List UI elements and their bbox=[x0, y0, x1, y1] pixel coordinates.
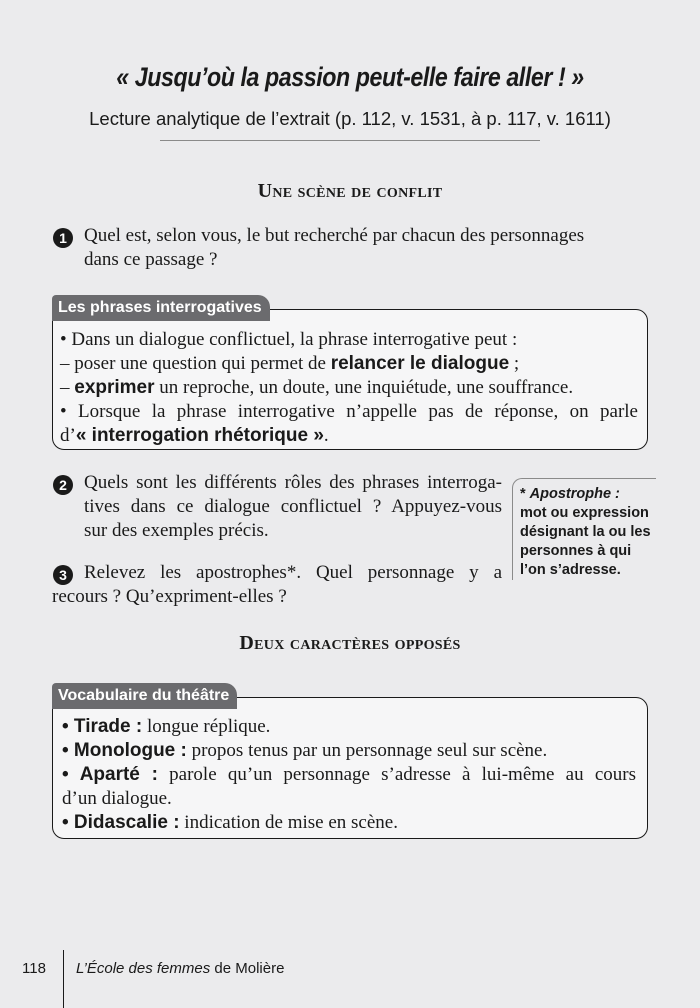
section-heading-conflit: Une scène de conflit bbox=[257, 180, 443, 202]
vocab-item-didascalie bbox=[62, 811, 636, 835]
grammar-line-3-post: un reproche, un doute, une inquiétude, une souffrance. bbox=[154, 377, 574, 398]
question-2-line-1: Quels sont les différents rôles des phrases interroga- bbox=[84, 472, 502, 493]
grammar-line-2-bold: relancer le dialogue bbox=[330, 353, 510, 374]
question-2-line-3: sur des exemples précis. bbox=[84, 520, 269, 541]
question-1-line-2: dans ce passage ? bbox=[84, 249, 218, 270]
note-term: Apostrophe : bbox=[529, 486, 620, 502]
vocab-def-monologue: propos tenus par un personnage seul sur scène. bbox=[186, 740, 548, 761]
page-title: « Jusqu’où la passion peut-elle faire aller ! » bbox=[116, 62, 584, 92]
book-title bbox=[76, 960, 284, 977]
question-3-line-1: Relevez les apostrophes*. Quel personnage y a bbox=[84, 562, 502, 583]
book-title-italic: L’École des femmes bbox=[76, 960, 211, 977]
vocab-item-aparte-cont: d’un dialogue. bbox=[62, 788, 172, 809]
vocab-item-aparte bbox=[62, 763, 636, 787]
vocab-item-tirade bbox=[62, 715, 636, 739]
question-number-2: 2 bbox=[53, 475, 73, 495]
note-term-line bbox=[520, 485, 656, 504]
note-line-1: mot ou expression bbox=[520, 505, 649, 521]
vocab-item-monologue bbox=[62, 739, 636, 763]
page-subtitle: Lecture analytique de l’extrait (p. 112, v. 1531, à p. 117, v. 1611) bbox=[89, 108, 611, 129]
question-1 bbox=[84, 224, 646, 272]
vocab-def-aparte: parole qu’un personnage s’adresse à lui-même au cours bbox=[157, 764, 636, 785]
grammar-box-text bbox=[60, 328, 638, 448]
vocab-def-tirade: longue réplique. bbox=[142, 716, 271, 737]
grammar-line-2 bbox=[60, 352, 638, 376]
grammar-line-5-post: . bbox=[323, 425, 329, 446]
grammar-line-3 bbox=[60, 376, 638, 400]
vocab-term-aparte: • Aparté : bbox=[62, 764, 158, 785]
question-number-1: 1 bbox=[53, 228, 73, 248]
grammar-box-tab: Les phrases interrogatives bbox=[52, 295, 270, 321]
vocab-term-didascalie: • Didascalie : bbox=[62, 812, 180, 833]
grammar-line-5-bold: « interrogation rhétorique » bbox=[75, 425, 324, 446]
question-3-line-2: recours ? Qu’expriment-elles ? bbox=[52, 586, 287, 607]
apostrophe-note bbox=[512, 478, 656, 580]
vocabulary-box-tab: Vocabulaire du théâtre bbox=[52, 683, 237, 709]
vocabulary-box-text bbox=[62, 715, 636, 835]
title-divider bbox=[160, 140, 540, 141]
note-line-3: personnes à qui bbox=[520, 543, 632, 559]
section-heading-caracteres: Deux caractères opposés bbox=[239, 632, 461, 654]
vocab-term-monologue: • Monologue : bbox=[62, 740, 187, 761]
note-line-2: désignant la ou les bbox=[520, 524, 651, 540]
grammar-line-4: • Lorsque la phrase interrogative n’appelle pas de réponse, on parle bbox=[60, 401, 638, 422]
grammar-line-3-pre: – bbox=[60, 377, 75, 398]
grammar-line-2-pre: – poser une question qui permet de bbox=[60, 353, 331, 374]
footer-divider bbox=[63, 950, 64, 1008]
vocab-term-tirade: • Tirade : bbox=[62, 716, 143, 737]
note-line-4: l’on s’adresse. bbox=[520, 562, 621, 578]
grammar-line-5-pre: d’ bbox=[60, 425, 76, 446]
note-star: * bbox=[520, 486, 530, 502]
grammar-line-1: • Dans un dialogue conflictuel, la phrase interrogative peut : bbox=[60, 329, 518, 350]
question-number-3: 3 bbox=[53, 565, 73, 585]
question-2-line-2: tives dans ce dialogue conflictuel ? Appuyez-vous bbox=[84, 496, 502, 517]
question-1-line-1: Quel est, selon vous, le but recherché par chacun des personnages bbox=[84, 225, 585, 246]
book-author: de Molière bbox=[210, 960, 285, 977]
grammar-line-5 bbox=[60, 424, 638, 448]
question-2 bbox=[84, 471, 502, 543]
question-3 bbox=[52, 561, 502, 609]
vocab-def-didascalie: indication de mise en scène. bbox=[179, 812, 398, 833]
grammar-line-2-post: ; bbox=[509, 353, 520, 374]
page-number: 118 bbox=[22, 960, 46, 977]
grammar-line-3-bold: exprimer bbox=[74, 377, 155, 398]
